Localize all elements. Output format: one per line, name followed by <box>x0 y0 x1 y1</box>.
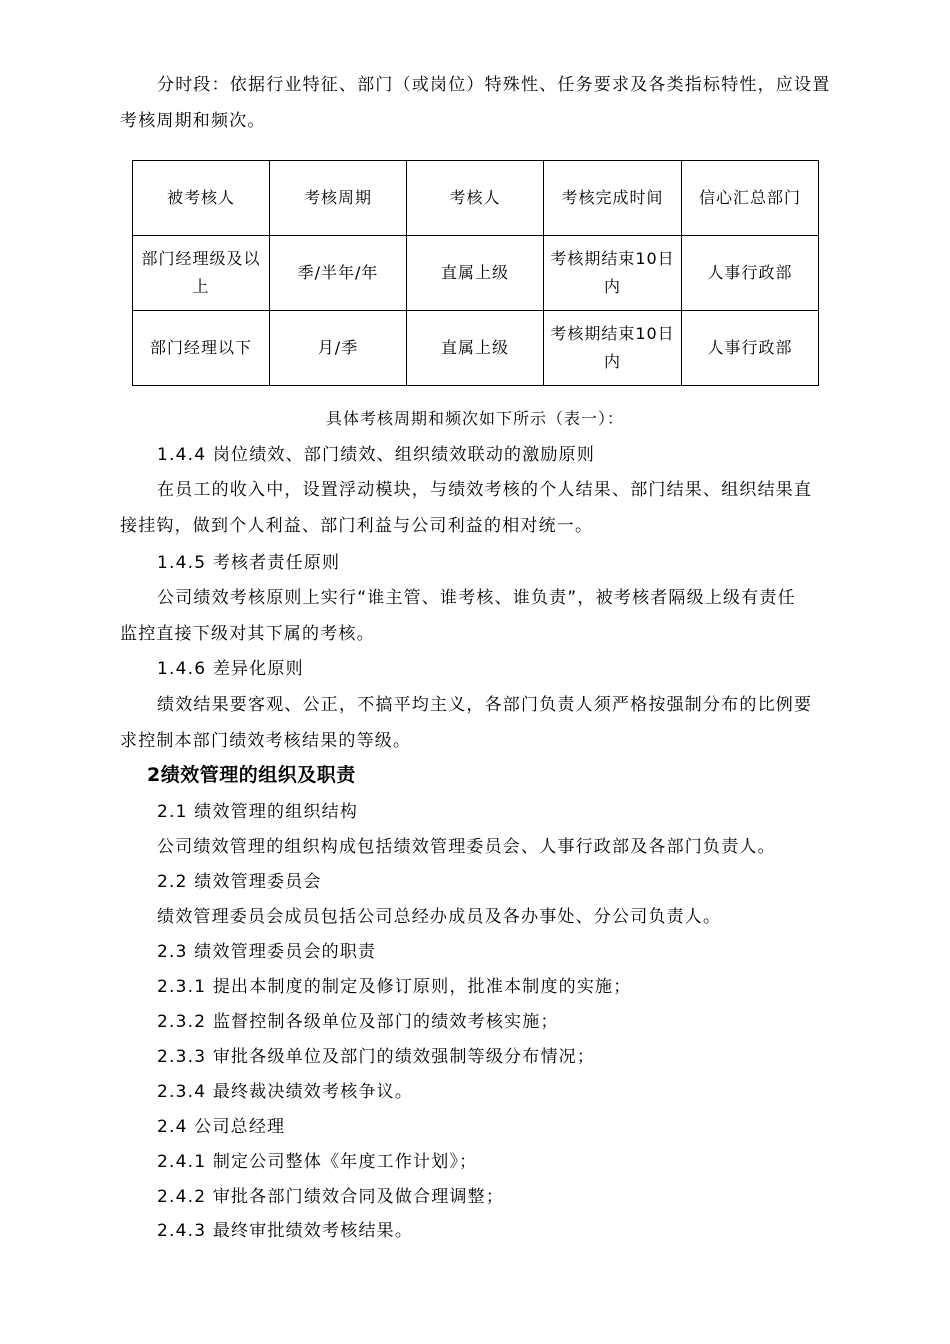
paragraph-line: 公司绩效考核原则上实行“谁主管、谁考核、谁负责”，被考核者隔级上级有责任 <box>157 588 796 608</box>
list-item: 2.4.3 最终审批绩效考核结果。 <box>157 1221 414 1241</box>
table-row <box>133 236 819 311</box>
list-item: 2.3.2 监督控制各级单位及部门的绩效考核实施； <box>157 1012 559 1032</box>
list-item: 2.3.4 最终裁决绩效考核争议。 <box>157 1082 414 1102</box>
list-item: 2.4.2 审批各部门绩效合同及做合理调整； <box>157 1187 505 1207</box>
section-title-2-3: 2.3 绩效管理委员会的职责 <box>157 942 377 962</box>
table-cell: 考核期结束10日内 <box>544 236 682 311</box>
paragraph-line: 求控制本部门绩效考核结果的等级。 <box>120 731 412 751</box>
header-cell: 考核完成时间 <box>544 161 682 236</box>
table-cell: 直属上级 <box>407 311 544 386</box>
table-header-row <box>133 161 819 236</box>
table-cell: 人事行政部 <box>682 236 819 311</box>
list-item: 2.3.3 审批各级单位及部门的绩效强制等级分布情况； <box>157 1047 596 1067</box>
table-cell: 月/季 <box>270 311 407 386</box>
paragraph-line: 绩效结果要客观、公正，不搞平均主义，各部门负责人须严格按强制分布的比例要 <box>157 695 813 715</box>
section-title-2-2: 2.2 绩效管理委员会 <box>157 872 322 892</box>
table-cell: 考核期结束10日内 <box>544 311 682 386</box>
header-cell: 信心汇总部门 <box>682 161 819 236</box>
table-cell: 部门经理级及以上 <box>133 236 270 311</box>
header-cell: 被考核人 <box>133 161 270 236</box>
section-title-1-4-4: 1.4.4 岗位绩效、部门绩效、组织绩效联动的激励原则 <box>157 445 596 465</box>
header-cell: 考核周期 <box>270 161 407 236</box>
intro-line-2: 考核周期和频次。 <box>120 111 266 131</box>
section-title-1-4-5: 1.4.5 考核者责任原则 <box>157 553 341 573</box>
table-caption: 具体考核周期和频次如下所示（表一）： <box>325 409 624 428</box>
list-item: 2.3.1 提出本制度的制定及修订原则，批准本制度的实施； <box>157 977 632 997</box>
section-title-2-4: 2.4 公司总经理 <box>157 1117 286 1137</box>
paragraph-line: 监控直接下级对其下属的考核。 <box>120 624 375 644</box>
table-cell: 人事行政部 <box>682 311 819 386</box>
table-cell: 部门经理以下 <box>133 311 270 386</box>
paragraph-line: 接挂钩，做到个人利益、部门利益与公司利益的相对统一。 <box>120 516 594 536</box>
list-item: 2.4.1 制定公司整体《年度工作计划》； <box>157 1152 478 1172</box>
paragraph-line: 在员工的收入中，设置浮动模块，与绩效考核的个人结果、部门结果、组织结果直 <box>157 480 813 500</box>
table-row <box>133 311 819 386</box>
chapter-2-heading: 2绩效管理的组织及职责 <box>147 764 356 786</box>
paragraph-line: 公司绩效管理的组织构成包括绩效管理委员会、人事行政部及各部门负责人。 <box>157 837 776 857</box>
table-cell: 直属上级 <box>407 236 544 311</box>
intro-line-1: 分时段：依据行业特征、部门（或岗位）特殊性、任务要求及各类指标特性，应设置 <box>157 75 831 95</box>
assessment-period-table <box>132 160 819 386</box>
table-cell: 季/半年/年 <box>270 236 407 311</box>
header-cell: 考核人 <box>407 161 544 236</box>
paragraph-line: 绩效管理委员会成员包括公司总经办成员及各办事处、分公司负责人。 <box>157 907 722 927</box>
section-title-1-4-6: 1.4.6 差异化原则 <box>157 659 304 679</box>
section-title-2-1: 2.1 绩效管理的组织结构 <box>157 802 359 822</box>
